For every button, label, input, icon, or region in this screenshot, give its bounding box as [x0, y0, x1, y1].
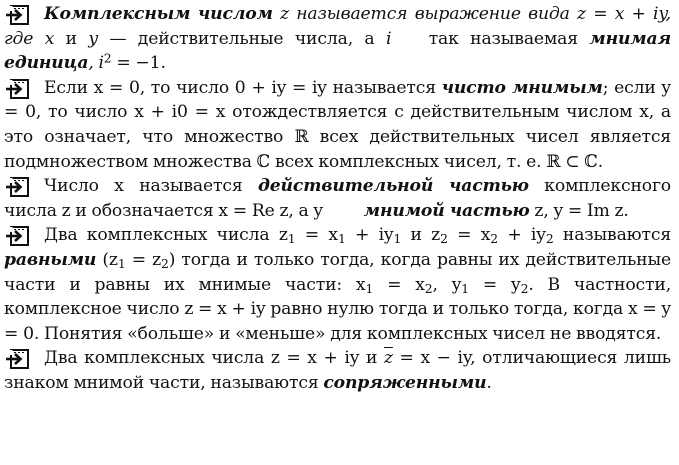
text-segment: и z	[401, 225, 441, 246]
subscript: 2	[520, 281, 529, 296]
text-segment: + iy	[498, 225, 546, 246]
text-segment: и	[54, 28, 89, 49]
text-segment: . В частности, комплексное число z = x + iy равно нулю тогда и только тогда, когда x = y = 0. Понятия «больше» и «меньше» для комплексных чисел не вводятся.	[4, 274, 672, 344]
paragraph-equal-complex-numbers	[4, 223, 671, 346]
text-segment: , i	[88, 53, 104, 74]
text-segment: называются	[553, 225, 672, 246]
text-segment: Два комплексных числа z	[44, 225, 288, 246]
text-segment: ; если y = 0, то число x + i0 = x отождествляется с действительным числом x, а это означает, что множество ℝ всех действительных чисел является подмножеством множества ℂ всех комплексных чисел, т. е. ℝ ⊂ ℂ.	[4, 77, 671, 172]
text-segment: Два комплексных числа z = x + iy и	[44, 348, 384, 369]
text-segment: , y	[432, 274, 462, 295]
term-purely-imaginary: чисто мнимым	[441, 77, 603, 98]
text-segment: = x	[447, 225, 491, 246]
text-segment: = x − iy, отличающиеся лишь знаком мнимой части, называются	[4, 348, 672, 393]
text-segment: — действительные числа, а	[97, 28, 386, 49]
subscript: 2	[160, 257, 169, 272]
text-segment: = −1.	[111, 53, 166, 74]
text-segment: z, y = Im z.	[529, 200, 629, 221]
term-complex-number: Комплексным числом	[44, 4, 273, 24]
text-segment: = y	[469, 274, 521, 295]
var-i: i	[385, 28, 392, 49]
paragraph-purely-imaginary	[4, 76, 671, 174]
subscript: 1	[337, 232, 346, 247]
arrow-into-box-icon	[4, 4, 31, 26]
subscript: 1	[393, 232, 402, 247]
text-segment: .	[486, 372, 492, 393]
subscript: 2	[490, 232, 499, 247]
var-x: x	[44, 28, 55, 49]
paragraph-real-imaginary-part	[4, 174, 671, 223]
subscript: 1	[461, 281, 470, 296]
superscript: 2	[103, 51, 112, 66]
text-segment: Число x называется	[44, 176, 258, 197]
term-equal: равными	[4, 249, 97, 270]
term-conjugate: сопряженными	[323, 372, 487, 393]
term-imaginary-part: мнимой частью	[363, 200, 530, 221]
subscript: 2	[545, 232, 554, 247]
text-segment: так называемая	[417, 28, 590, 49]
paragraph-complex-number-definition	[4, 2, 671, 76]
subscript: 1	[365, 281, 374, 296]
arrow-into-box-icon	[4, 78, 31, 100]
paragraph-conjugate-numbers	[4, 346, 671, 395]
var-y: y	[88, 28, 98, 49]
text-segment: ) тогда и только тогда, когда равны их действительные части и равны их мнимые части: x	[4, 249, 672, 295]
subscript: 2	[440, 232, 448, 247]
arrow-into-box-icon	[4, 225, 31, 247]
term-imaginary-unit: мнимая единица	[4, 28, 671, 74]
term-real-part: действительной частью	[257, 176, 529, 197]
subscript: 2	[424, 281, 433, 296]
subscript: 1	[287, 232, 296, 247]
text-segment: комплексного числа z и обозначается x = Re z, а y	[4, 176, 672, 221]
text-segment: + iy	[345, 225, 394, 246]
arrow-into-box-icon	[4, 348, 31, 370]
text-segment: Если x = 0, то число 0 + iy = iy называется	[44, 77, 442, 98]
text-segment: = x	[295, 225, 338, 246]
var-z-bar: $\overline{z}$	[383, 348, 393, 369]
arrow-into-box-icon	[4, 176, 31, 198]
text-segment: z называется выражение вида z = x + iy, где	[4, 4, 671, 49]
text-segment: = z	[125, 249, 161, 270]
text-segment: = x	[373, 274, 425, 295]
subscript: 1	[117, 257, 126, 272]
text-segment: (z	[96, 249, 118, 270]
